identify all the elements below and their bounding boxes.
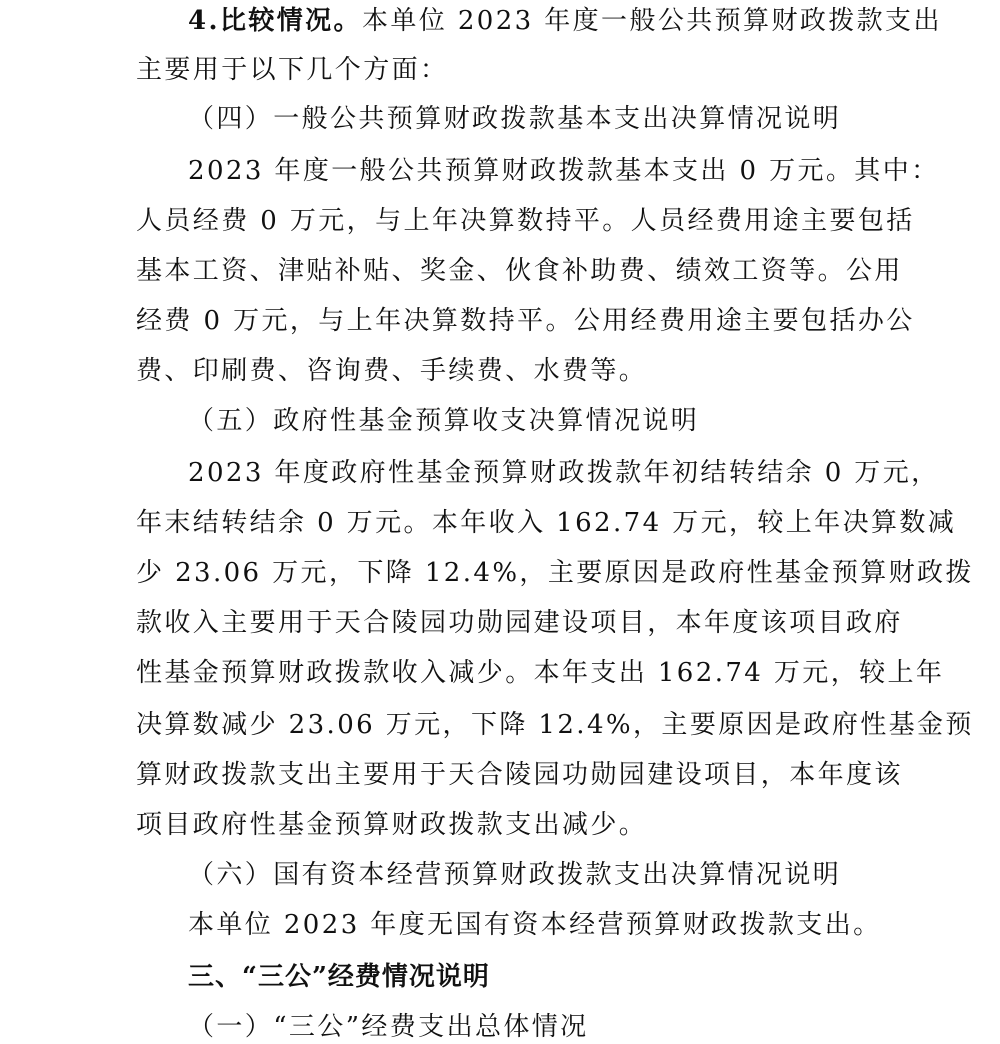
- paragraph-line: 2023 年度一般公共预算财政拨款基本支出 0 万元。其中：: [188, 156, 940, 186]
- paragraph-line: 性基金预算财政拨款收入减少。本年支出 162.74 万元，较上年: [136, 658, 945, 688]
- paragraph-line: 基本工资、津贴补贴、奖金、伙食补助费、绩效工资等。公用: [136, 256, 903, 286]
- section-heading: （五）政府性基金预算收支决算情况说明: [188, 406, 700, 436]
- paragraph-line: 2023 年度政府性基金预算财政拨款年初结转结余 0 万元，: [188, 458, 940, 488]
- section-heading: （一）“三公”经费支出总体情况: [188, 1012, 589, 1042]
- paragraph-line: 款收入主要用于天合陵园功勋园建设项目，本年度该项目政府: [136, 608, 903, 638]
- paragraph-line: 决算数减少 23.06 万元，下降 12.4%，主要原因是政府性基金预: [136, 710, 974, 740]
- chapter-heading: 三、“三公”经费情况说明: [188, 962, 490, 992]
- paragraph-line: 费、印刷费、咨询费、手续费、水费等。: [136, 356, 648, 386]
- paragraph-line: 主要用于以下几个方面：: [136, 55, 449, 85]
- paragraph-line: [188, 4, 942, 38]
- paragraph-line: 项目政府性基金预算财政拨款支出减少。: [136, 810, 648, 840]
- item-number: 4.比较情况。: [188, 6, 362, 36]
- line-text: 本单位 2023 年度一般公共预算财政拨款支出: [361, 6, 942, 36]
- paragraph-line: 算财政拨款支出主要用于天合陵园功勋园建设项目，本年度该: [136, 760, 903, 790]
- paragraph-line: 本单位 2023 年度无国有资本经营预算财政拨款支出。: [188, 910, 882, 940]
- paragraph-line: 少 23.06 万元，下降 12.4%，主要原因是政府性基金预算财政拨: [136, 558, 974, 588]
- section-heading: （六）国有资本经营预算财政拨款支出决算情况说明: [188, 860, 842, 890]
- paragraph-line: 经费 0 万元，与上年决算数持平。公用经费用途主要包括办公: [136, 306, 915, 336]
- section-heading: （四）一般公共预算财政拨款基本支出决算情况说明: [188, 104, 842, 134]
- paragraph-line: 年末结转结余 0 万元。本年收入 162.74 万元，较上年决算数减: [136, 508, 957, 538]
- paragraph-line: 人员经费 0 万元，与上年决算数持平。人员经费用途主要包括: [136, 206, 915, 236]
